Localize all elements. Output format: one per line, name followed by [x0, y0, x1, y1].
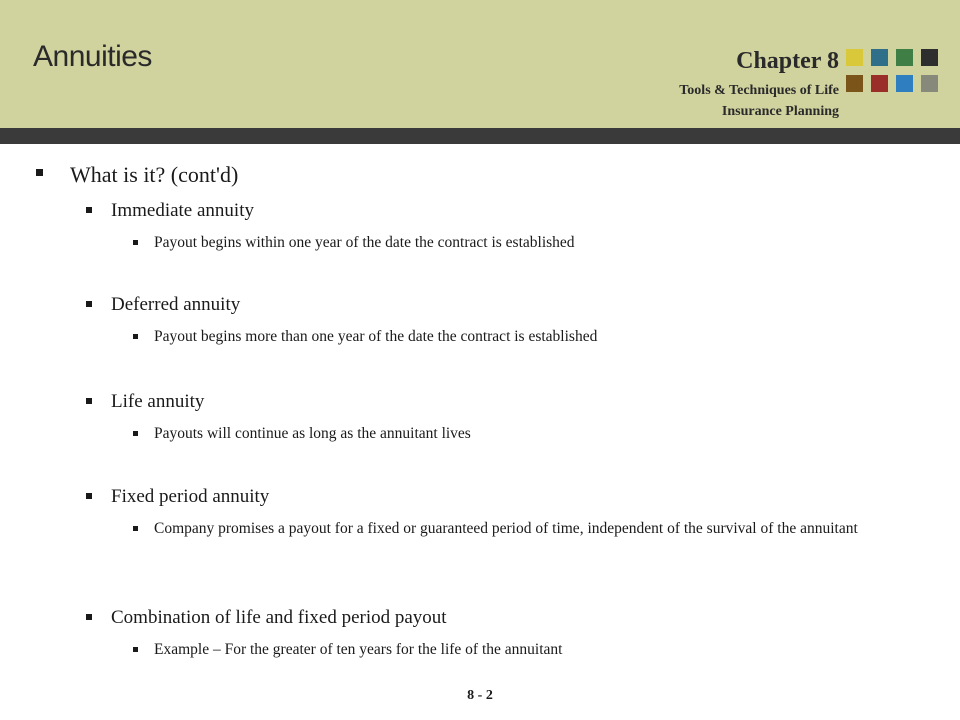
- color-swatch-grid: [846, 49, 942, 94]
- header-band: [0, 0, 960, 128]
- item-label: Immediate annuity: [111, 200, 254, 221]
- square-bullet-icon: [133, 334, 138, 339]
- item-label: Life annuity: [111, 391, 205, 412]
- swatch-6: [871, 75, 888, 92]
- swatch-3: [896, 49, 913, 66]
- item-detail: Payout begins within one year of the date the contract is established: [154, 234, 575, 251]
- chapter-subtitle: [579, 80, 839, 122]
- square-bullet-icon: [133, 240, 138, 245]
- header-divider: [0, 128, 960, 144]
- square-bullet-icon: [86, 301, 92, 307]
- swatch-4: [921, 49, 938, 66]
- square-bullet-icon: [86, 493, 92, 499]
- item-label: Deferred annuity: [111, 294, 241, 315]
- item-detail: Company promises a payout for a fixed or guaranteed period of time, independent of the survival of the annuitant: [154, 520, 858, 537]
- square-bullet-icon: [86, 207, 92, 213]
- chapter-label: Chapter 8: [736, 48, 839, 74]
- subtitle-line-2: Insurance Planning: [721, 104, 839, 119]
- item-label: Fixed period annuity: [111, 486, 270, 507]
- slide-title: Annuities: [33, 40, 152, 73]
- subtitle-line-1: Tools & Techniques of Life: [679, 83, 839, 98]
- square-bullet-icon: [133, 647, 138, 652]
- swatch-8: [921, 75, 938, 92]
- item-detail: Payouts will continue as long as the annuitant lives: [154, 425, 471, 442]
- square-bullet-icon: [133, 526, 138, 531]
- square-bullet-icon: [36, 169, 43, 176]
- swatch-7: [896, 75, 913, 92]
- page-number: 8 - 2: [467, 688, 493, 703]
- swatch-5: [846, 75, 863, 92]
- square-bullet-icon: [86, 398, 92, 404]
- swatch-2: [871, 49, 888, 66]
- item-detail: Example – For the greater of ten years for the life of the annuitant: [154, 641, 563, 658]
- swatch-1: [846, 49, 863, 66]
- main-heading: What is it? (cont'd): [70, 162, 239, 187]
- item-detail: Payout begins more than one year of the date the contract is established: [154, 328, 598, 345]
- square-bullet-icon: [133, 431, 138, 436]
- square-bullet-icon: [86, 614, 92, 620]
- item-label: Combination of life and fixed period payout: [111, 607, 447, 628]
